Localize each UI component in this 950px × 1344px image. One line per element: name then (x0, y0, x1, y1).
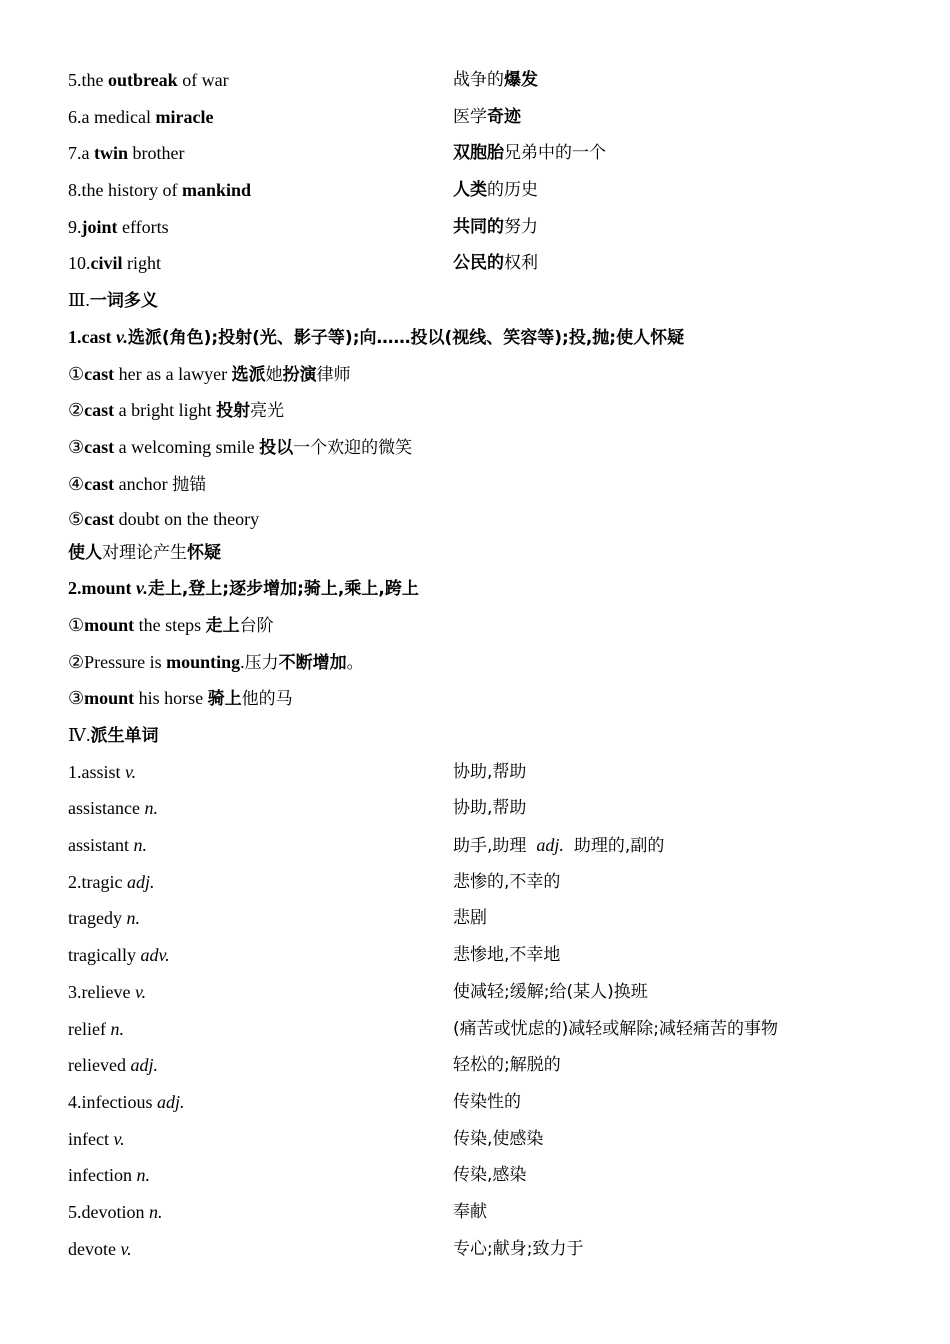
derivative-row: tragically adv. 悲惨地,不幸地 (68, 945, 561, 966)
phrase-cn: 医学奇迹 (453, 106, 521, 127)
word-sense-heading: 2.mount v.走上,登上;逐步增加;骑上,乘上,跨上 (68, 578, 419, 600)
phrase-cn: 共同的努力 (453, 216, 538, 237)
phrase-cn: 公民的权利 (453, 253, 538, 274)
derivative-row: infection n. 传染,感染 (68, 1165, 527, 1186)
derivative-row: relieved adj. 轻松的;解脱的 (68, 1055, 561, 1076)
phrase-en: 10.civil right (68, 253, 161, 274)
derivative-row: assistance n. 协助,帮助 (68, 798, 527, 819)
usage-example: ②Pressure is mounting.压力不断增加。 (68, 651, 364, 673)
derivative-row: 5.devotion n. 奉献 (68, 1201, 487, 1222)
phrase-row (68, 172, 888, 209)
phrase-en: 9.joint efforts (68, 216, 169, 237)
usage-example: ①mount the steps 走上台阶 (68, 614, 274, 636)
word-sense-heading: 1.cast v.选派(角色);投射(光、影子等);向……投以(视线、笑容等);投,抛;使人怀疑 (68, 326, 685, 348)
derivative-row: 2.tragic adj. 悲惨的,不幸的 (68, 871, 561, 892)
usage-example: ③cast a welcoming smile 投以一个欢迎的微笑 (68, 436, 413, 458)
phrase-cn: 双胞胎兄弟中的一个 (453, 143, 606, 164)
phrase-cn: 人类的历史 (453, 180, 538, 201)
phrase-en: 7.a twin brother (68, 143, 185, 164)
phrase-row (68, 99, 888, 136)
usage-example: ②cast a bright light 投射亮光 (68, 400, 285, 422)
phrase-row (68, 62, 888, 99)
section-heading: Ⅲ.一词多义 (68, 290, 158, 312)
section-heading: Ⅳ.派生单词 (68, 725, 159, 746)
usage-example: ①cast her as a lawyer 选派她扮演律师 (68, 363, 351, 385)
document-page (68, 62, 888, 1267)
phrase-row (68, 245, 888, 282)
usage-example: ⑤cast doubt on the theory (68, 509, 260, 530)
phrase-en: 8.the history of mankind (68, 180, 252, 201)
phrase-en: 6.a medical miracle (68, 106, 214, 127)
derivative-row: tragedy n. 悲剧 (68, 908, 487, 929)
derivative-row: devote v. 专心;献身;致力于 (68, 1238, 584, 1259)
phrase-row (68, 135, 888, 172)
derivative-row: relief n. (痛苦或忧虑的)减轻或解除;减轻痛苦的事物 (68, 1018, 778, 1039)
phrase-cn: 战争的爆发 (453, 70, 538, 90)
usage-example-translation: 使人对理论产生怀疑 (68, 543, 221, 564)
derivative-row: 4.infectious adj. 传染性的 (68, 1091, 521, 1112)
phrase-row (68, 209, 888, 246)
phrase-en: 5.the outbreak of war (68, 70, 229, 90)
derivative-row: assistant n. 助手,助理 adj. 助理的,副的 (68, 835, 665, 857)
derivative-row: 1.assist v. 协助,帮助 (68, 761, 527, 782)
derivative-row: 3.relieve v. 使减轻;缓解;给(某人)换班 (68, 981, 648, 1002)
usage-example: ③mount his horse 骑上他的马 (68, 688, 293, 710)
usage-example: ④cast anchor 抛锚 (68, 473, 207, 495)
derivative-row: infect v. 传染,使感染 (68, 1128, 544, 1149)
